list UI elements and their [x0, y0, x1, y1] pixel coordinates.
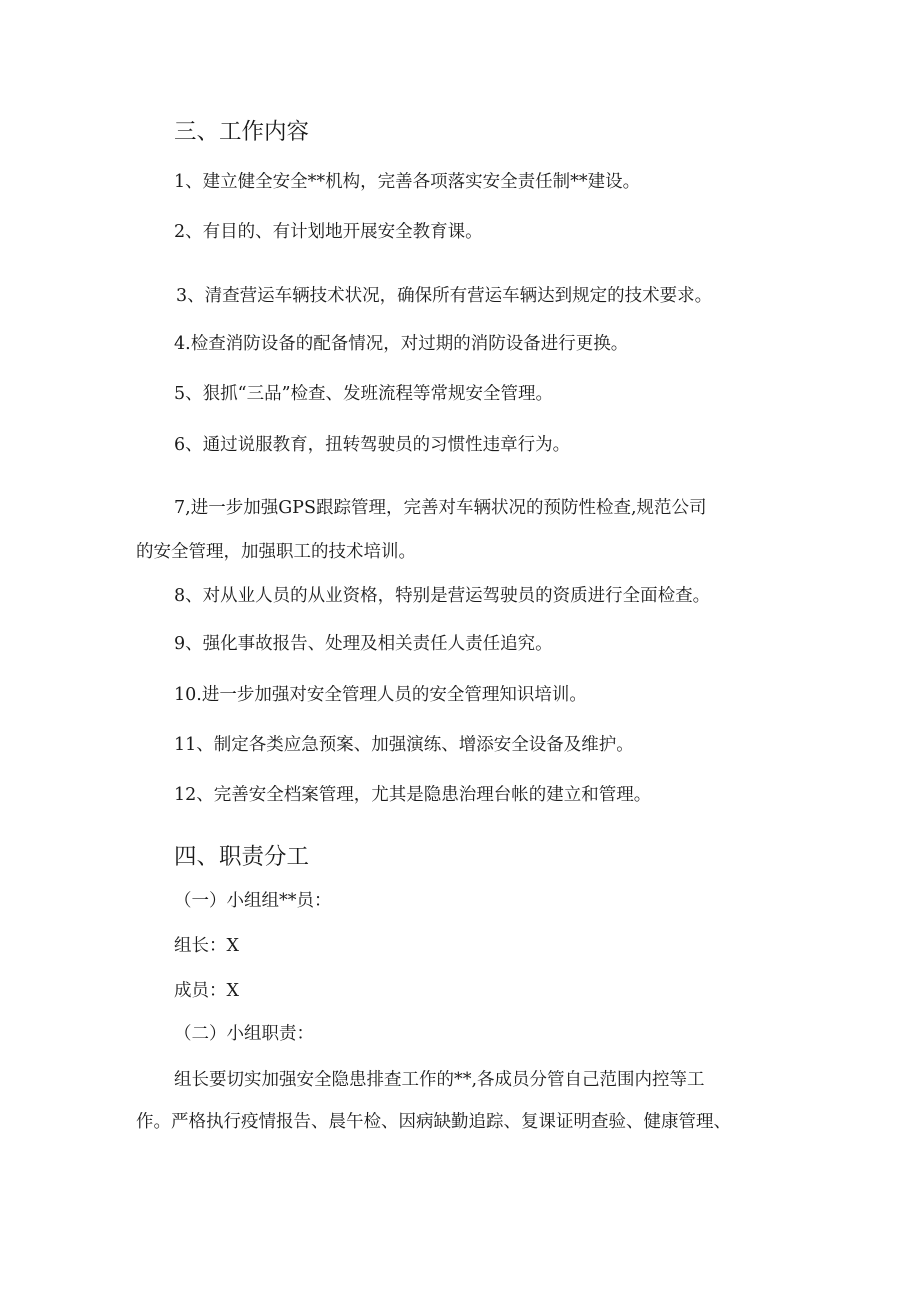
work-item-8: 8、对从业人员的从业资格，特别是营运驾驶员的资质进行全面检查。 [174, 586, 711, 606]
work-item-11: 11、制定各类应急预案、加强演练、增添安全设备及维护。 [174, 735, 634, 755]
group-members-title: （一）小组组**员： [174, 891, 332, 911]
work-item-3: 3、清查营运车辆技术状况，确保所有营运车辆达到规定的技术要求。 [176, 286, 713, 306]
work-item-2: 2、有目的、有计划地开展安全教育课。 [174, 222, 483, 242]
duties-paragraph-line2: 作。严格执行疫情报告、晨午检、因病缺勤追踪、复课证明查验、健康管理、 [136, 1112, 731, 1132]
work-item-9: 9、强化事故报告、处理及相关责任人责任追究。 [174, 634, 553, 654]
duties-paragraph-line1: 组长要切实加强安全隐患排查工作的**,各成员分管自己范围内控等工 [174, 1070, 705, 1090]
section-heading-duties: 四、职责分工 [174, 844, 310, 870]
work-item-1: 1、建立健全安全**机构，完善各项落实安全责任制**建设。 [174, 172, 641, 192]
duties-title: （二）小组职责： [174, 1024, 314, 1044]
members-line: 成员：X [174, 981, 239, 1001]
work-item-5: 5、狠抓“三品”检查、发班流程等常规安全管理。 [174, 384, 554, 404]
work-item-4: 4.检查消防设备的配备情况，对过期的消防设备进行更换。 [174, 334, 629, 354]
leader-line: 组长：X [174, 936, 239, 956]
work-item-10: 10.进一步加强对安全管理人员的安全管理知识培训。 [174, 685, 587, 705]
work-item-6: 6、通过说服教育，扭转驾驶员的习惯性违章行为。 [174, 435, 571, 455]
work-item-12: 12、完善安全档案管理，尤其是隐患治理台帐的建立和管理。 [174, 785, 652, 805]
section-heading-work-content: 三、工作内容 [174, 119, 310, 145]
work-item-7-line2: 的安全管理，加强职工的技术培训。 [136, 542, 416, 562]
work-item-7-line1: 7,进一步加强GPS跟踪管理，完善对车辆状况的预防性检查,规范公司 [174, 498, 707, 518]
